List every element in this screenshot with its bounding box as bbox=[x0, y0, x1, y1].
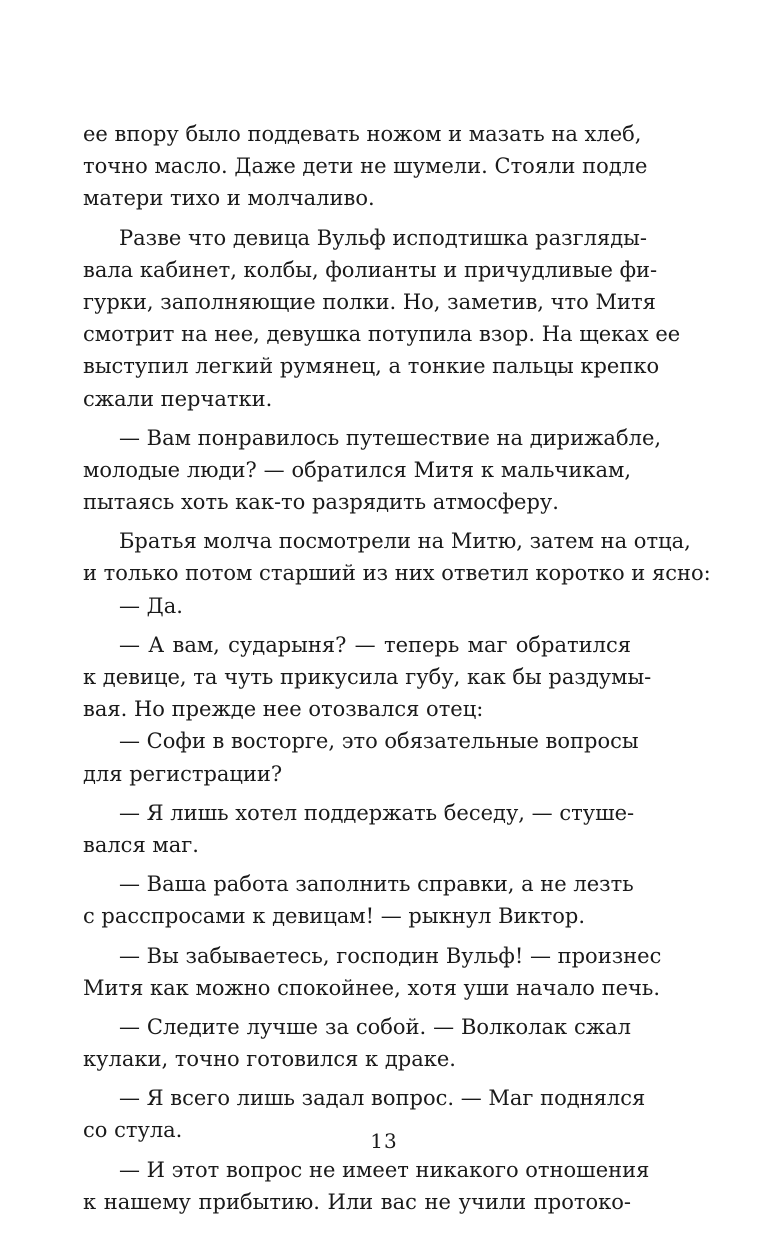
dialogue-line: — Ваша работа заполнить справки, а не лезть bbox=[119, 872, 634, 897]
text-line: молодые люди? — обратился Митя к мальчикам, bbox=[83, 457, 631, 482]
text-line: для регистрации? bbox=[83, 761, 283, 786]
text-line: кулаки, точно готовился к драке. bbox=[83, 1047, 456, 1072]
text-line: выступил легкий румянец, а тонкие пальцы крепко bbox=[83, 354, 660, 379]
book-page-text bbox=[83, 118, 711, 1218]
text-line: к нашему прибытию. Или вас не учили протоко- bbox=[83, 1189, 631, 1214]
text-line: к девице, та чуть прикусила губу, как бы раздумы- bbox=[83, 665, 652, 689]
dialogue-line: — Я всего лишь задал вопрос. — Маг поднялся bbox=[119, 1086, 646, 1111]
text-line: гурки, заполняющие полки. Но, заметив, что Митя bbox=[83, 289, 656, 314]
text-line: Митя как можно спокойнее, хотя уши начало печь. bbox=[83, 975, 661, 1000]
text-line: и только потом старший из них ответил коротко и ясно: bbox=[83, 561, 711, 586]
text-line: вала кабинет, колбы, фолианты и причудливые фи- bbox=[83, 257, 658, 282]
text-line: с расспросами к девицам! — рыкнул Виктор. bbox=[83, 904, 586, 929]
text-line: точно масло. Даже дети не шумели. Стояли подле bbox=[83, 154, 648, 179]
dialogue-line: — Следите лучше за собой. — Волколак сжал bbox=[119, 1014, 631, 1039]
dialogue-line: — Вы забываетесь, господин Вульф! — произнес bbox=[119, 943, 662, 968]
text-line: матери тихо и молчаливо. bbox=[83, 186, 375, 211]
dialogue-line: — Вам понравилось путешествие на дирижабле, bbox=[119, 425, 662, 450]
dialogue-line: — Я лишь хотел поддержать беседу, — стуше- bbox=[119, 800, 635, 825]
dialogue-line: — И этот вопрос не имеет никакого отношения bbox=[119, 1157, 650, 1182]
paragraph-first-line: Разве что девица Вульф исподтишка разгляды- bbox=[119, 225, 647, 250]
text-line: вался маг. bbox=[83, 832, 199, 857]
text-line: со стула. bbox=[83, 1118, 183, 1143]
dialogue-line: — Софи в восторге, это обязательные вопросы bbox=[119, 729, 639, 754]
text-line: смотрит на нее, девушка потупила взор. На щеках ее bbox=[83, 322, 681, 347]
text-line: сжали перчатки. bbox=[83, 386, 273, 411]
dialogue-line: — А вам, сударыня? — теперь маг обратился bbox=[119, 632, 631, 657]
paragraph-first-line: Братья молча посмотрели на Митю, затем на отца, bbox=[119, 529, 691, 554]
text-line: вая. Но прежде нее отозвался отец: bbox=[83, 697, 484, 722]
text-line: пытаясь хоть как-то разрядить атмосферу. bbox=[83, 490, 559, 515]
page-number: 13 bbox=[370, 1129, 398, 1153]
dialogue-line: — Да. bbox=[119, 593, 183, 618]
text-line: ее впору было поддевать ножом и мазать на хлеб, bbox=[83, 122, 642, 146]
